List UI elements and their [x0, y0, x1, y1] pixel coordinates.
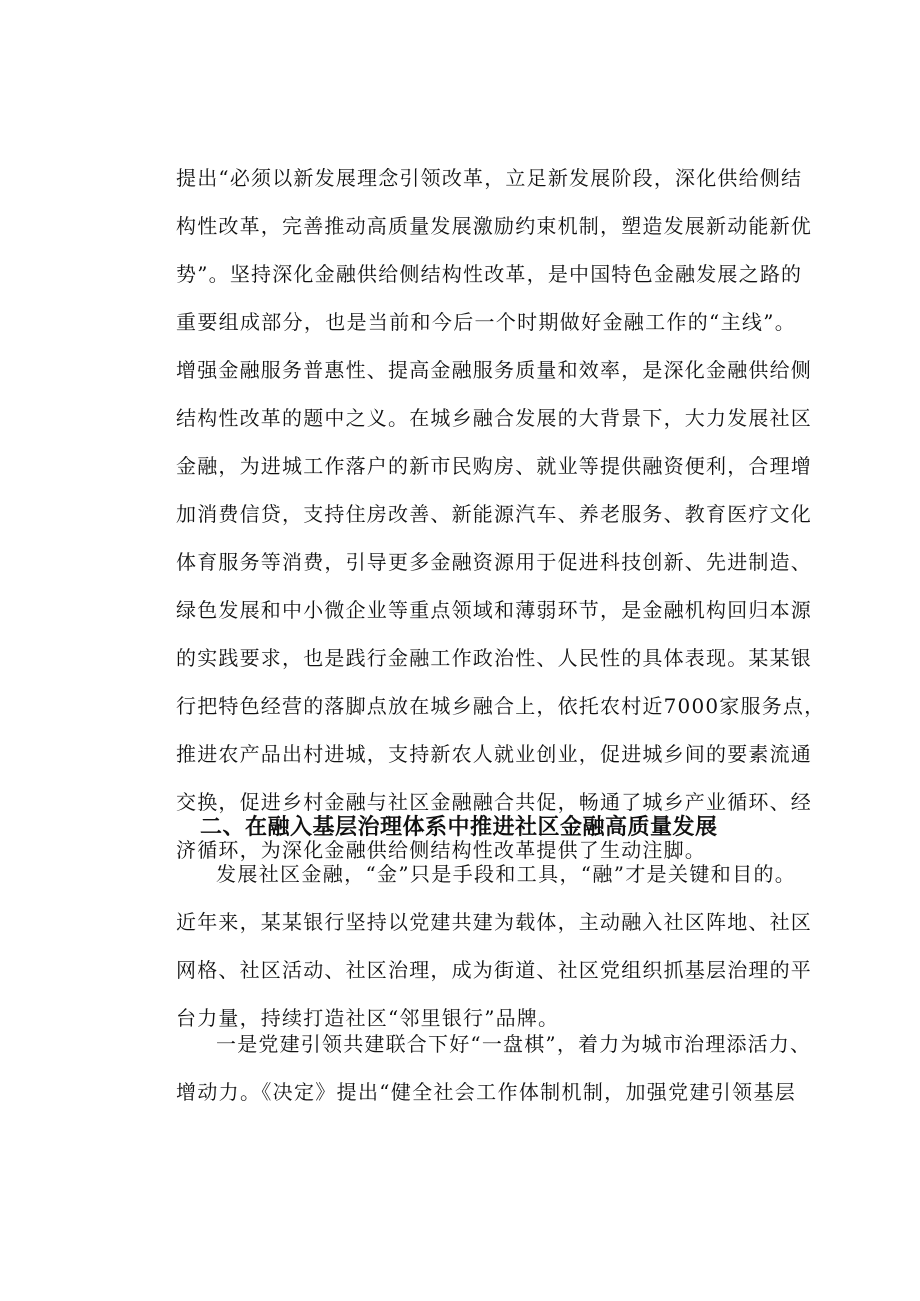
paragraph-1-line: 的实践要求，也是践行金融工作政治性、人民性的具体表现。某某银 [176, 646, 812, 670]
paragraph-3-line: 一是党建引领共建联合下好“一盘棋”，着力为城市治理添活力、 [216, 1032, 812, 1056]
paragraph-1-line: 结构性改革的题中之义。在城乡融合发展的大背景下，大力发展社区 [176, 406, 812, 430]
paragraph-1-line: 势”。坚持深化金融供给侧结构性改革，是中国特色金融发展之路的 [176, 262, 803, 286]
paragraph-1-line: 体育服务等消费，引导更多金融资源用于促进科技创新、先进制造、 [176, 550, 812, 574]
paragraph-3-line: 增动力。《决定》提出“健全社会工作体制机制，加强党建引领基层 [176, 1080, 796, 1104]
paragraph-1-line: 加消费信贷，支持住房改善、新能源汽车、养老服务、教育医疗文化 [176, 502, 812, 526]
paragraph-1-line: 推进农产品出村进城，支持新农人就业创业，促进城乡间的要素流通 [176, 742, 812, 766]
paragraph-1-line: 增强金融服务普惠性、提高金融服务质量和效率，是深化金融供给侧 [176, 358, 812, 382]
paragraph-2-line: 发展社区金融，“金”只是手段和工具，“融”才是关键和目的。 [216, 862, 796, 886]
paragraph-1-line: 提出“必须以新发展理念引领改革，立足新发展阶段，深化供给侧结 [176, 166, 803, 190]
paragraph-1-line: 济循环，为深化金融供给侧结构性改革提供了生动注脚。 [176, 838, 706, 862]
section-heading: 二、在融入基层治理体系中推进社区金融高质量发展 [200, 815, 718, 840]
paragraph-1-line: 交换，促进乡村金融与社区金融融合共促，畅通了城乡产业循环、经 [176, 790, 812, 814]
paragraph-1-line: 金融，为进城工作落户的新市民购房、就业等提供融资便利，合理增 [176, 454, 812, 478]
paragraph-1-line: 绿色发展和中小微企业等重点领域和薄弱环节，是金融机构回归本源 [176, 598, 812, 622]
paragraph-2-line: 近年来，某某银行坚持以党建共建为载体，主动融入社区阵地、社区 [176, 910, 812, 934]
paragraph-1-line: 行把特色经营的落脚点放在城乡融合上，依托农村近7000家服务点， [176, 694, 826, 718]
paragraph-2-line: 网格、社区活动、社区治理，成为街道、社区党组织抓基层治理的平 [176, 958, 812, 982]
paragraph-1-line: 重要组成部分，也是当前和今后一个时期做好金融工作的“主线”。 [176, 310, 796, 334]
paragraph-1-line: 构性改革，完善推动高质量发展激励约束机制，塑造发展新动能新优 [176, 214, 812, 238]
paragraph-2-line: 台力量，持续打造社区“邻里银行”品牌。 [176, 1006, 560, 1030]
